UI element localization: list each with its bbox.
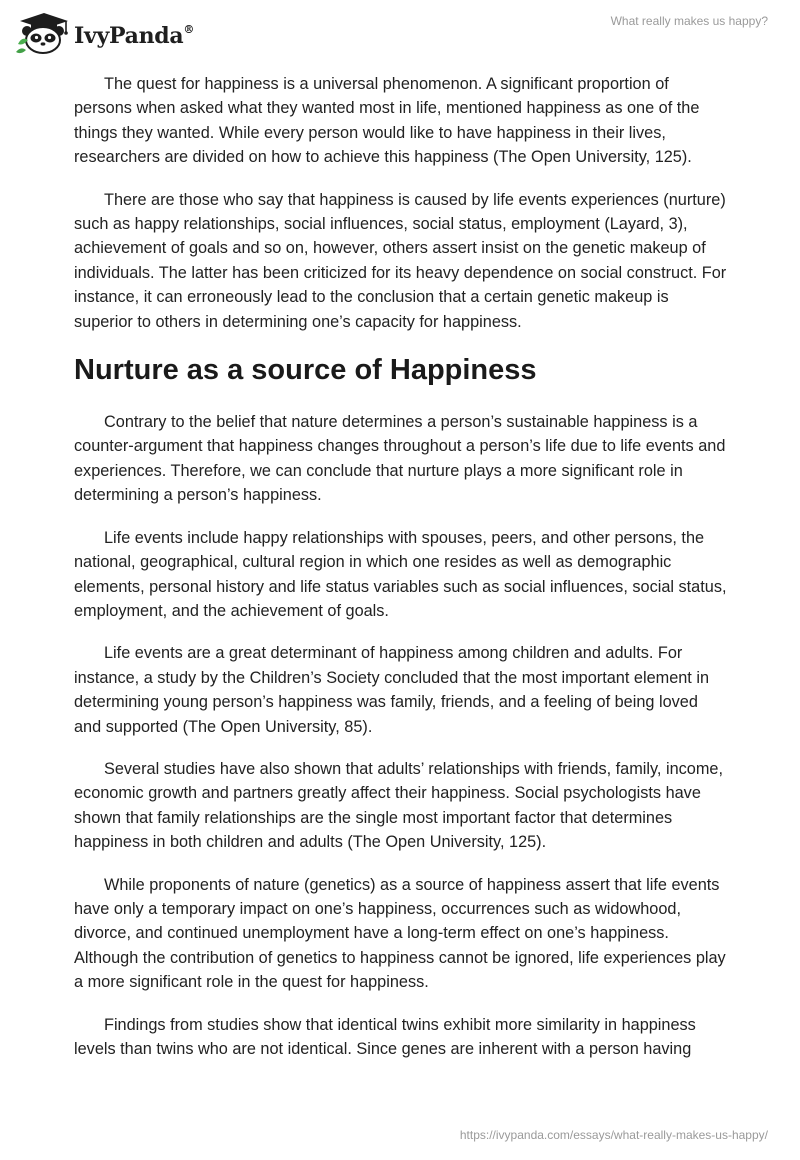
paragraph: Life events include happy relationships with spouses, peers, and other persons, the national, geographical, cultural region in which one resides as well as demographic elements, personal history and life status variables such as social influences, social status, employment, and the achievement of goals. — [74, 528, 727, 620]
source-url[interactable]: https://ivypanda.com/essays/what-really-makes-us-happy/ — [459, 1128, 768, 1142]
panda-graduate-icon — [14, 10, 70, 56]
page-header — [0, 0, 800, 64]
article-body — [74, 72, 728, 1079]
paragraph: Life events are a great determinant of happiness among children and adults. For instance, a study by the Children’s Society concluded that the most important element in determining young person’s happiness was family, friends, and a feeling of being loved and supported (The Open University, 85). — [74, 644, 710, 736]
page-title: What really makes us happy? — [610, 14, 768, 28]
logo[interactable] — [14, 10, 194, 56]
paragraph: Findings from studies show that identical twins exhibit more similarity in happiness levels than twins who are not identical. Since genes are inherent with a person having — [74, 1015, 696, 1058]
section-heading: Nurture as a source of Happiness — [74, 354, 537, 387]
paragraph: While proponents of nature (genetics) as a source of happiness assert that life events have only a temporary impact on one’s happiness, occurrences such as widowhood, divorce, and continued unemployment have a long-term effect on one’s happiness. Although the contribution of genetics to happiness cannot be ignored, life experiences play a more significant role in the quest for happiness. — [74, 875, 726, 992]
paragraph: Contrary to the belief that nature determines a person’s sustainable happiness is a counter-argument that happiness changes throughout a person’s life due to life events and experiences. Therefore, we can conclude that nurture plays a more significant role in determining a person’s happiness. — [74, 413, 726, 505]
paragraph: The quest for happiness is a universal phenomenon. A significant proportion of persons when asked what they wanted most in life, mentioned happiness as one of the things they wanted. While every person would like to have happiness in their lives, researchers are divided on how to achieve this happiness (The Open University, 125). — [74, 75, 700, 167]
paragraph: Several studies have also shown that adults’ relationships with friends, family, income, economic growth and partners greatly affect their happiness. Social psychologists have shown that family relationships are the single most important factor that determines happiness in both children and adults (The Open University, 125). — [74, 759, 723, 852]
brand-name: IvyPanda® — [74, 22, 195, 49]
paragraph: There are those who say that happiness is caused by life events experiences (nurture) such as happy relationships, social influences, social status, employment (Layard, 3), achievement of goals and so on, however, others assert insist on the genetic makeup of individuals. The latter has been criticized for its heavy dependence on social construct. For instance, it can erroneously lead to the conclusion that a certain genetic makeup is superior to others in determining one’s capacity for happiness. — [74, 190, 727, 331]
